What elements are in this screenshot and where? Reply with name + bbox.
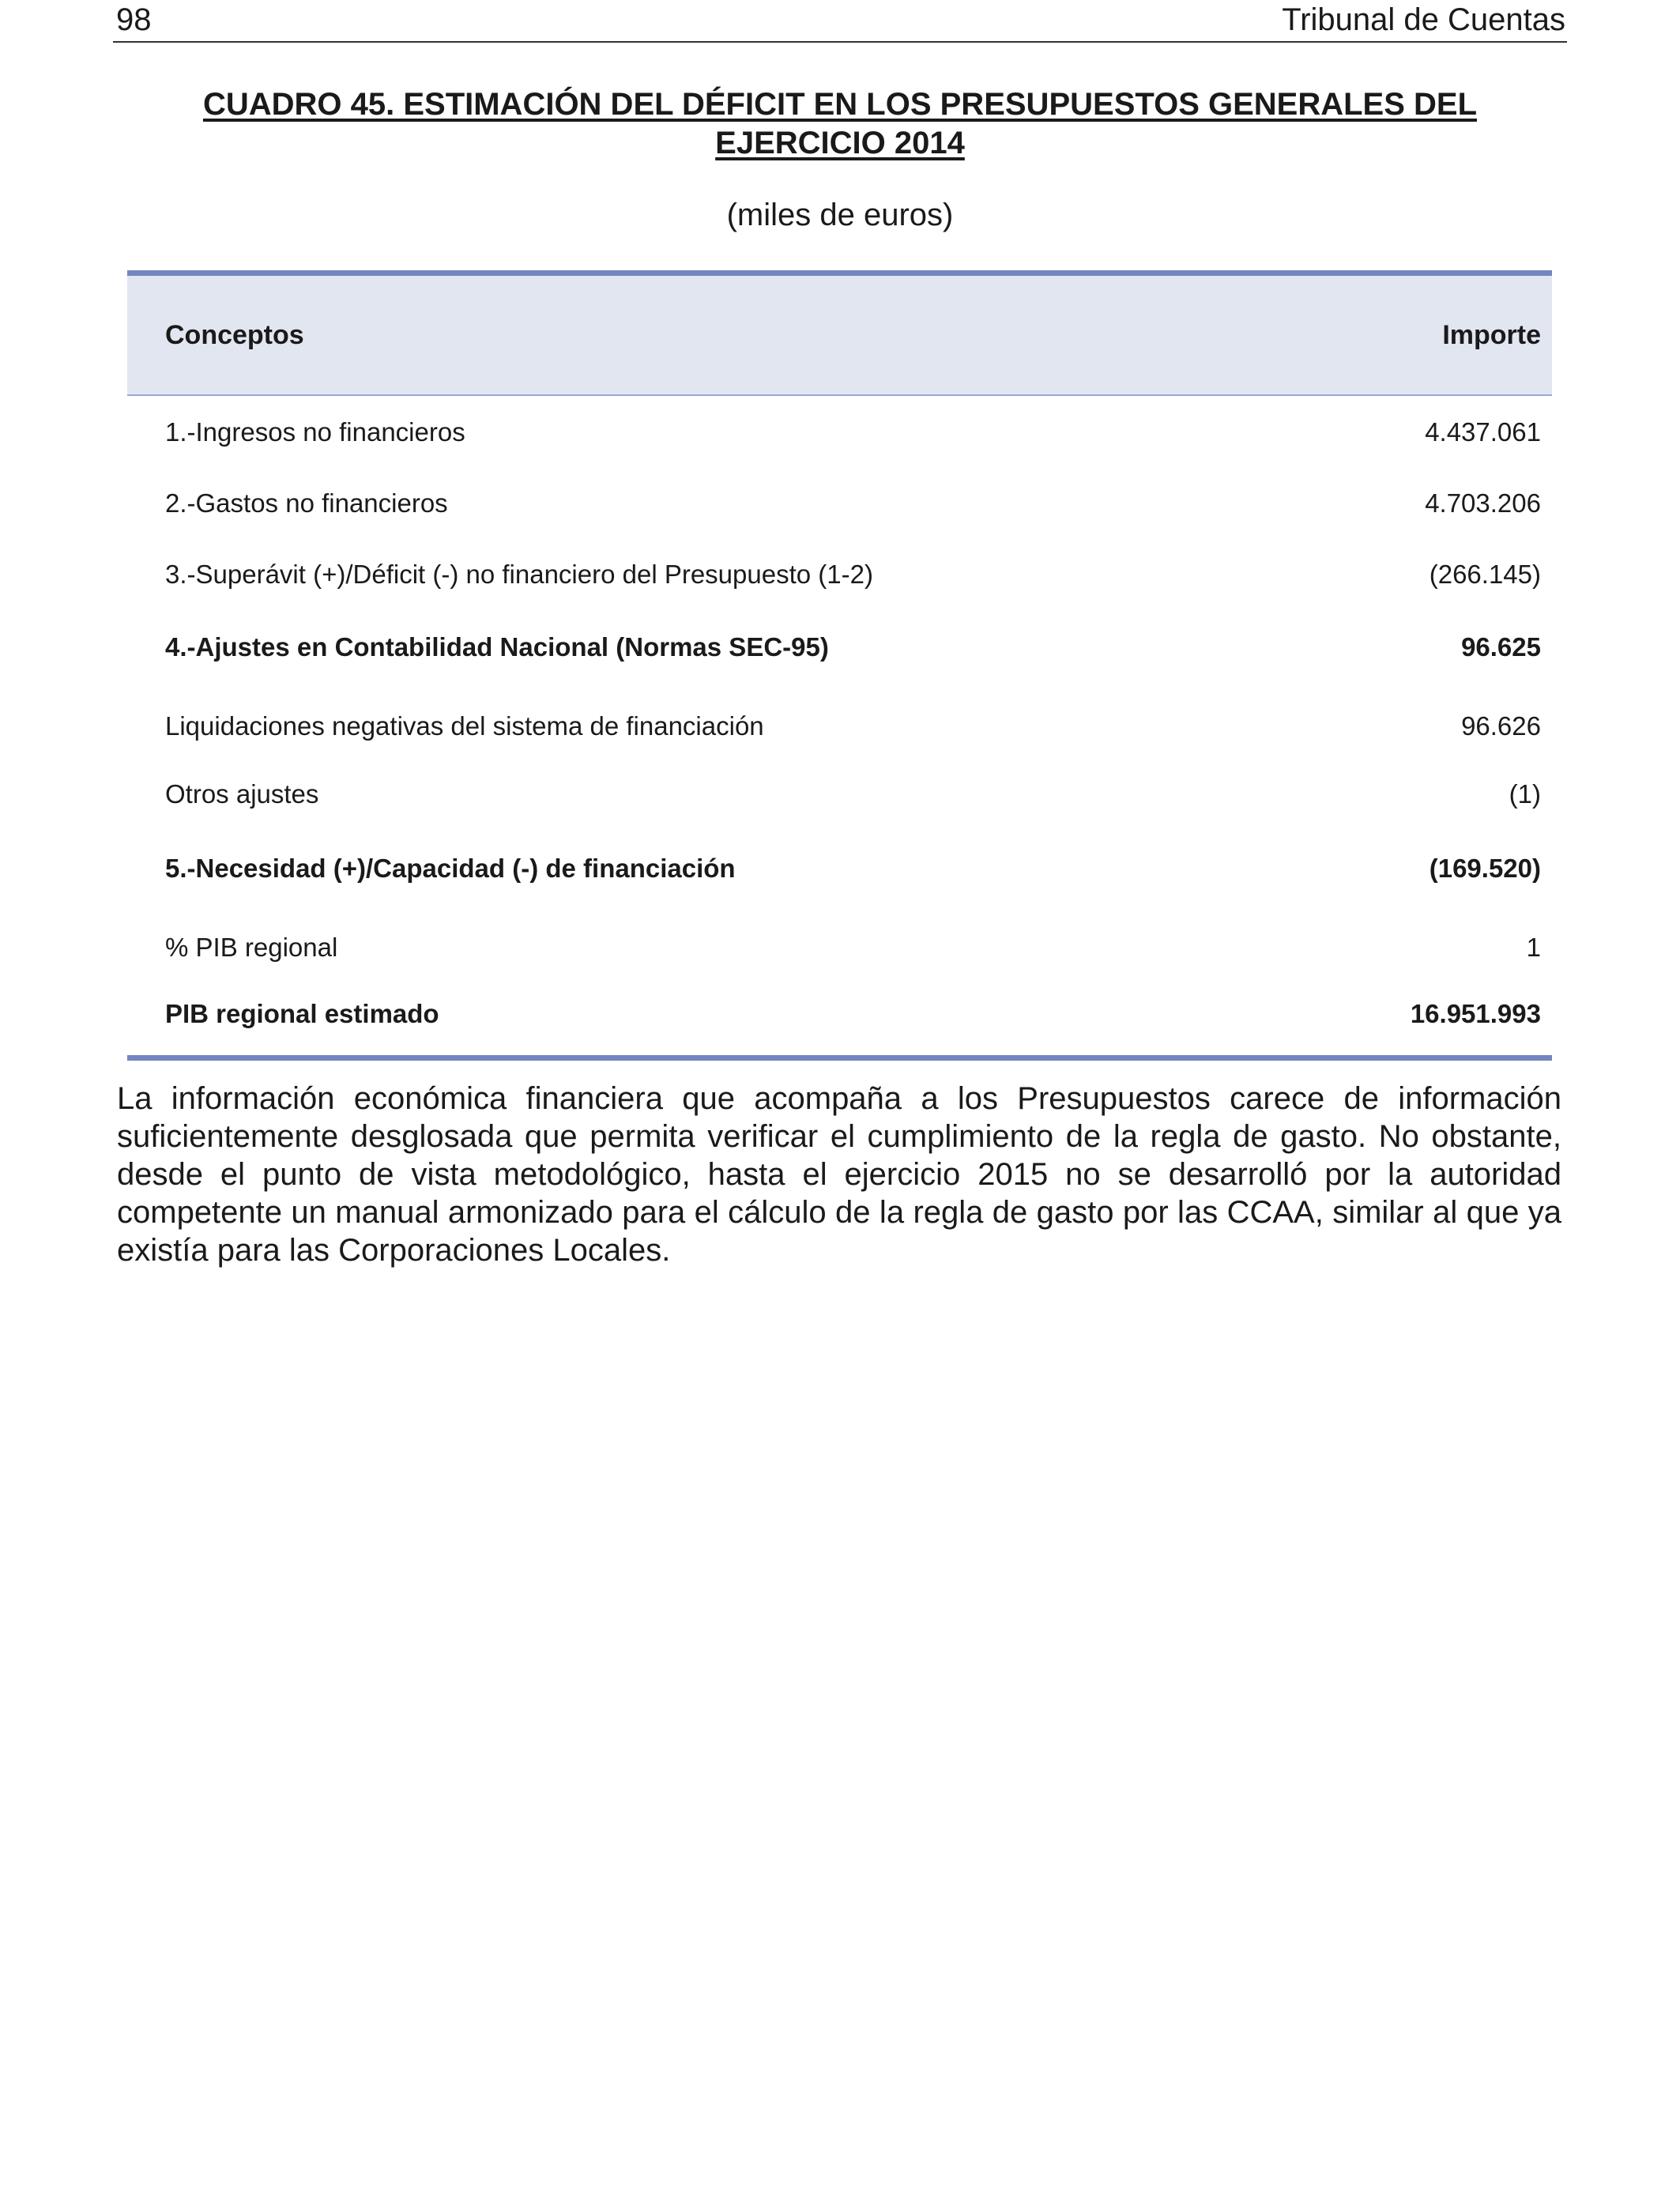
table-unit: (miles de euros) bbox=[726, 198, 954, 232]
table-title bbox=[126, 85, 1554, 163]
column-header-concepts: Conceptos bbox=[165, 320, 304, 350]
body-paragraph: La información económica financiera que acompaña a los Presupuestos carece de información suficientemente desglosada que permita verificar el cumplimiento de la regla de gasto. No obstante, desde el punto de vista metodológico, hasta el ejercicio 2015 no se desarrolló por la autoridad competente un manual armonizado para el cálculo de la regla de gasto por las CCAA, similar al que ya existía para las Corporaciones Locales. bbox=[117, 1081, 1561, 1268]
row-amount: (266.145) bbox=[1429, 560, 1541, 589]
row-amount: 4.437.061 bbox=[1425, 417, 1541, 447]
table-row bbox=[127, 763, 1552, 834]
page-number: 98 bbox=[116, 2, 152, 37]
row-concept: 5.-Necesidad (+)/Capacidad (-) de financiación bbox=[165, 854, 736, 883]
table-row bbox=[127, 910, 1552, 981]
row-amount: 4.703.206 bbox=[1425, 488, 1541, 518]
row-concept: 3.-Superávit (+)/Déficit (-) no financiero del Presupuesto (1-2) bbox=[165, 560, 873, 589]
table-row bbox=[127, 834, 1552, 910]
row-amount: 96.625 bbox=[1461, 632, 1541, 662]
row-amount: (169.520) bbox=[1429, 854, 1541, 883]
table-row bbox=[127, 981, 1552, 1055]
row-concept: % PIB regional bbox=[165, 933, 338, 962]
deficit-table bbox=[127, 270, 1552, 1061]
row-concept: 1.-Ingresos no financieros bbox=[165, 417, 465, 447]
row-concept: 2.-Gastos no financieros bbox=[165, 488, 448, 518]
table-row bbox=[127, 611, 1552, 687]
row-amount: 16.951.993 bbox=[1410, 999, 1541, 1028]
table-header-row bbox=[127, 276, 1552, 396]
row-concept: 4.-Ajustes en Contabilidad Nacional (Normas SEC-95) bbox=[165, 632, 829, 662]
row-amount: 1 bbox=[1526, 933, 1541, 962]
page-header bbox=[113, 0, 1567, 43]
row-amount: 96.626 bbox=[1461, 711, 1541, 741]
column-header-amount: Importe bbox=[1442, 320, 1541, 350]
running-head: Tribunal de Cuentas bbox=[1282, 2, 1565, 37]
row-concept: Otros ajustes bbox=[165, 779, 319, 809]
table-row bbox=[127, 687, 1552, 763]
row-concept: PIB regional estimado bbox=[165, 999, 439, 1028]
row-concept: Liquidaciones negativas del sistema de financiación bbox=[165, 711, 764, 741]
table-row bbox=[127, 540, 1552, 611]
table-row bbox=[127, 469, 1552, 540]
row-amount: (1) bbox=[1509, 779, 1541, 809]
table-body bbox=[127, 396, 1552, 1055]
table-row bbox=[127, 396, 1552, 469]
table-title-text: CUADRO 45. ESTIMACIÓN DEL DÉFICIT EN LOS PRESUPUESTOS GENERALES DEL EJERCICIO 2014 bbox=[202, 87, 1478, 160]
